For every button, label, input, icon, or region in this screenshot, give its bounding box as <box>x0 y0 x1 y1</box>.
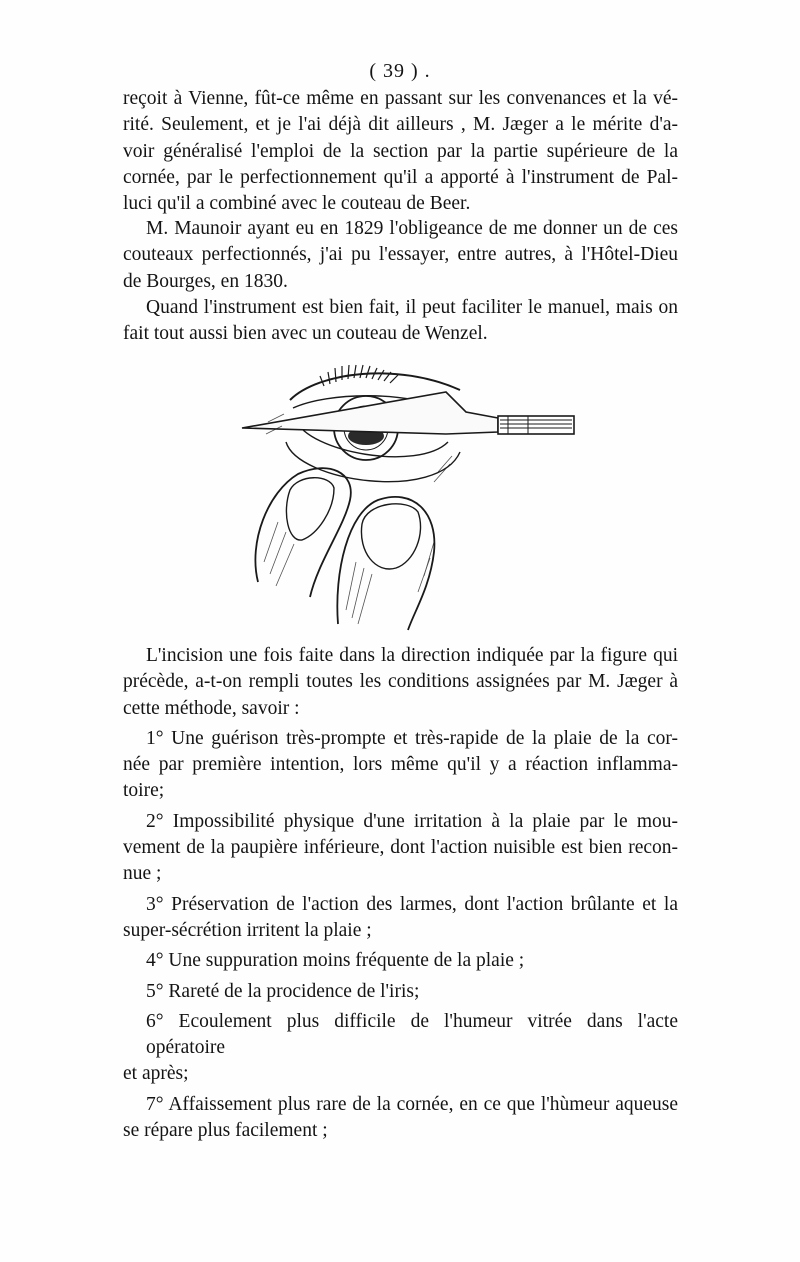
text-line: luci qu'il a combiné avec le couteau de Beer. <box>123 193 471 215</box>
eye-incision-engraving-icon <box>238 362 578 634</box>
text-line: L'incision une fois faite dans la direction indiquée par la figure qui <box>146 645 678 666</box>
text-line: cornée, par le perfectionnement qu'il a apporté à l'instrument de Pal- <box>123 166 678 188</box>
text-line: de Bourges, en 1830. <box>123 270 288 292</box>
text-line: cette méthode, savoir : <box>123 697 300 719</box>
list-item <box>123 892 678 945</box>
text-line: super-sécrétion irritent la plaie ; <box>123 919 372 941</box>
page-number: ( 39 ) . <box>369 60 431 82</box>
list-item <box>123 809 678 888</box>
paragraph <box>123 216 678 295</box>
text-line: M. Maunoir ayant eu en 1829 l'obligeance de me donner un de ces <box>146 218 678 239</box>
text-block-conditions <box>123 643 678 1144</box>
text-block-intro <box>123 86 678 217</box>
list-item <box>123 979 678 1005</box>
paragraph <box>123 86 678 217</box>
text-line: reçoit à Vienne, fût-ce même en passant sur les convenances et la vé- <box>123 88 678 109</box>
text-line: Quand l'instrument est bien fait, il peut faciliter le manuel, mais on <box>146 297 678 318</box>
text-line: 5° Rareté de la procidence de l'iris; <box>146 980 420 1002</box>
text-line: 7° Affaissement plus rare de la cornée, en ce que l'hùmeur aqueuse <box>146 1093 678 1115</box>
text-line: et après; <box>123 1063 189 1085</box>
list-item <box>123 948 678 974</box>
paragraph <box>123 295 678 348</box>
text-line: précède, a-t-on rempli toutes les conditions assignées par M. Jæger à <box>123 671 678 693</box>
list-item <box>123 1092 678 1145</box>
text-line: voir généralisé l'emploi de la section par la partie supérieure de la <box>123 140 678 162</box>
text-block-maunoir <box>123 216 678 295</box>
text-line: fait tout aussi bien avec un couteau de Wenzel. <box>123 323 488 345</box>
list-item <box>123 1009 678 1088</box>
text-line: se répare plus facilement ; <box>123 1120 328 1142</box>
list-item <box>123 726 678 805</box>
paragraph <box>123 643 678 722</box>
text-block-instrument <box>123 295 678 348</box>
text-line: 1° Une guérison très-prompte et très-rapide de la plaie de la cor- <box>146 727 678 749</box>
text-line: 2° Impossibilité physique d'une irritation à la plaie par le mou- <box>146 810 678 832</box>
text-line: 3° Préservation de l'action des larmes, dont l'action brûlante et la <box>146 893 678 915</box>
text-line: rité. Seulement, et je l'ai déjà dit ailleurs , M. Jæger a le mérite d'a- <box>123 114 678 136</box>
text-line: toire; <box>123 780 165 802</box>
text-line: née par première intention, lors même qu'il y a réaction inflamma- <box>123 754 678 776</box>
text-line: 4° Une suppuration moins fréquente de la plaie ; <box>146 950 525 972</box>
text-line: couteaux perfectionnés, j'ai pu l'essayer, entre autres, à l'Hôtel-Dieu <box>123 244 678 266</box>
text-line: 6° Ecoulement plus difficile de l'humeur vitrée dans l'acte opératoire <box>146 1010 678 1059</box>
text-line: vement de la paupière inférieure, dont l'action nuisible est bien recon- <box>123 837 678 859</box>
text-line: nue ; <box>123 863 162 885</box>
